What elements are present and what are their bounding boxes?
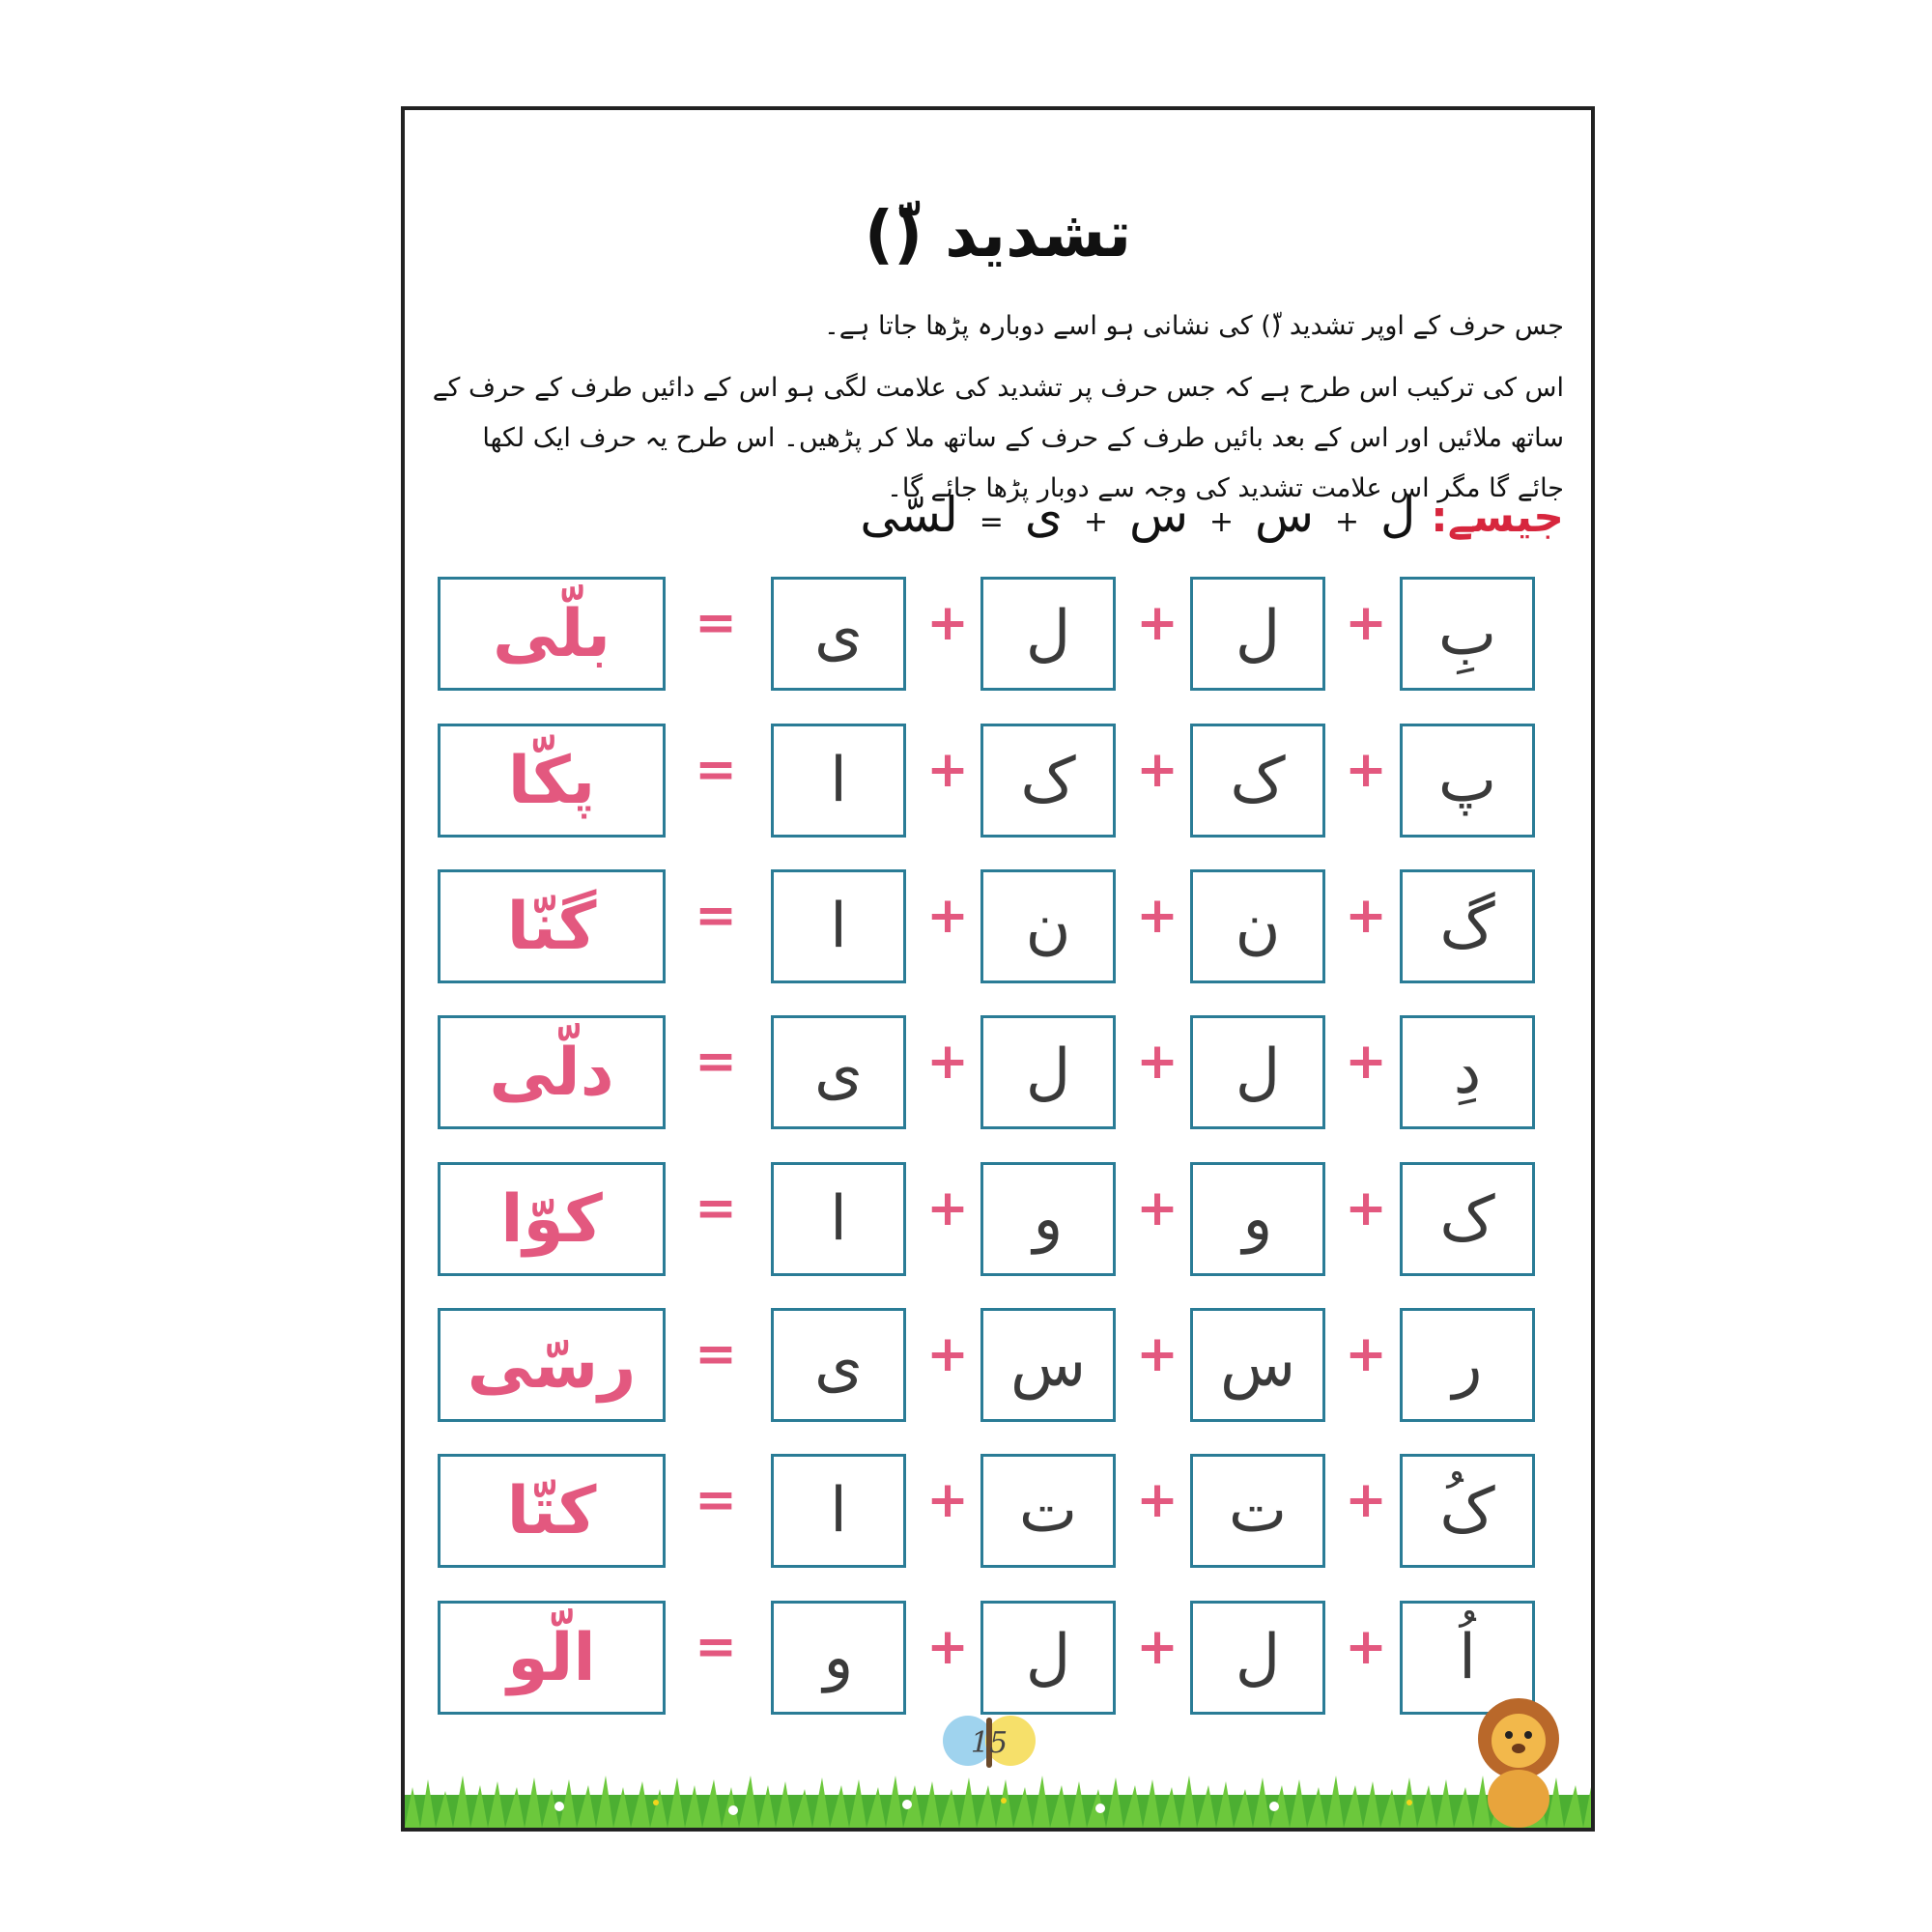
equals-sign: = (695, 1033, 737, 1091)
plus-sign: + (1136, 1325, 1179, 1383)
letter-box: ک (1400, 1162, 1535, 1276)
result-box: کتّا (438, 1454, 666, 1568)
letter-box: ل (1190, 577, 1325, 691)
plus-sign: + (926, 1033, 969, 1091)
letter-box: و (1190, 1162, 1325, 1276)
page-title (405, 197, 1591, 271)
plus-sign: + (1345, 1618, 1387, 1676)
letter-box: اُ (1400, 1601, 1535, 1715)
letter-box: ا (771, 1162, 906, 1276)
plus-sign: + (1136, 887, 1179, 945)
example-plus: + (1334, 505, 1360, 539)
plus-sign: + (1345, 887, 1387, 945)
example-line (860, 487, 1564, 543)
example-label: جیسے: (1431, 493, 1564, 542)
equals-sign: = (695, 887, 737, 945)
letter-box: ن (1190, 869, 1325, 983)
plus-sign: + (1136, 1033, 1179, 1091)
word-row (405, 869, 1591, 983)
letter-box: گ (1400, 869, 1535, 983)
letter-box: ا (771, 1454, 906, 1568)
letter-box: بِ (1400, 577, 1535, 691)
title-mark: () (864, 197, 923, 271)
plus-sign: + (1345, 1033, 1387, 1091)
equals-sign: = (695, 741, 737, 799)
example-letter: ی (1024, 487, 1063, 543)
equals-sign: = (695, 1618, 737, 1676)
letter-box: ن (980, 869, 1116, 983)
example-equals: = (979, 505, 1004, 539)
result-box: پکّا (438, 724, 666, 838)
letter-box: ت (980, 1454, 1116, 1568)
equals-sign: = (695, 594, 737, 652)
letter-box: ل (980, 577, 1116, 691)
plus-sign: + (1136, 1618, 1179, 1676)
letter-box: ا (771, 724, 906, 838)
plus-sign: + (926, 1618, 969, 1676)
letter-box: پ (1400, 724, 1535, 838)
plus-sign: + (1345, 1325, 1387, 1383)
plus-sign: + (926, 887, 969, 945)
word-row (405, 1015, 1591, 1129)
plus-sign: + (1345, 741, 1387, 799)
equals-sign: = (695, 1471, 737, 1529)
plus-sign: + (1136, 1179, 1179, 1237)
plus-sign: + (1345, 1179, 1387, 1237)
letter-box: ر (1400, 1308, 1535, 1422)
plus-sign: + (926, 1471, 969, 1529)
result-box: دلّی (438, 1015, 666, 1129)
worksheet-page (401, 106, 1595, 1832)
letter-box: ت (1190, 1454, 1325, 1568)
plus-sign: + (1136, 1471, 1179, 1529)
letter-box: ک (1190, 724, 1325, 838)
letter-box: دِ (1400, 1015, 1535, 1129)
letter-box: ک (980, 724, 1116, 838)
plus-sign: + (1136, 741, 1179, 799)
result-box: الّو (438, 1601, 666, 1715)
plus-sign: + (1136, 594, 1179, 652)
letter-box: ل (980, 1015, 1116, 1129)
letter-box: کُ (1400, 1454, 1535, 1568)
page-footer (405, 1712, 1591, 1828)
equals-sign: = (695, 1179, 737, 1237)
equals-sign: = (695, 1325, 737, 1383)
letter-box: ی (771, 1015, 906, 1129)
intro-paragraph: جس حرف کے اوپر تشدید () کی نشانی ہو اسے دوبارہ پڑھا جاتا ہے۔ (823, 311, 1564, 341)
word-row (405, 577, 1591, 691)
letter-box: و (980, 1162, 1116, 1276)
plus-sign: + (926, 594, 969, 652)
word-row (405, 1162, 1591, 1276)
word-row (405, 1454, 1591, 1568)
letter-box: ل (1190, 1601, 1325, 1715)
title-text: تشدید (945, 197, 1132, 271)
letter-box: ی (771, 577, 906, 691)
word-row (405, 724, 1591, 838)
plus-sign: + (926, 1325, 969, 1383)
method-paragraph: اس کی ترکیب اس طرح ہے کہ جس حرف پر تشدید کی علامت لگی ہو اس کے دائیں طرف کے حرف کے ساتھ ملائیں اور اس کے بعد بائیں طرف کے حرف کے ساتھ ملا کر پڑھیں۔ اس طرح یہ حرف ایک لکھا جائے گا مگر اس علامت تشدید کی وجہ سے دوبار پڑھا جائے گا۔ (432, 373, 1564, 503)
plus-sign: + (1345, 1471, 1387, 1529)
example-result: لسّی (860, 487, 958, 543)
letter-box: س (1190, 1308, 1325, 1422)
example-letter: س (1128, 487, 1188, 543)
plus-sign: + (926, 741, 969, 799)
example-letter: ل (1379, 487, 1416, 543)
letter-box: و (771, 1601, 906, 1715)
result-box: رسّی (438, 1308, 666, 1422)
page-number: 15 (970, 1725, 1009, 1760)
result-box: گنّا (438, 869, 666, 983)
result-box: بلّی (438, 577, 666, 691)
result-box: کوّا (438, 1162, 666, 1276)
plus-sign: + (1345, 594, 1387, 652)
example-plus: + (1208, 505, 1235, 539)
example-plus: + (1083, 505, 1109, 539)
letter-box: ا (771, 869, 906, 983)
example-letter: س (1254, 487, 1314, 543)
lion-icon (1465, 1692, 1572, 1828)
letter-box: س (980, 1308, 1116, 1422)
letter-box: ل (980, 1601, 1116, 1715)
word-row (405, 1601, 1591, 1715)
letter-box: ی (771, 1308, 906, 1422)
word-row (405, 1308, 1591, 1422)
plus-sign: + (926, 1179, 969, 1237)
letter-box: ل (1190, 1015, 1325, 1129)
